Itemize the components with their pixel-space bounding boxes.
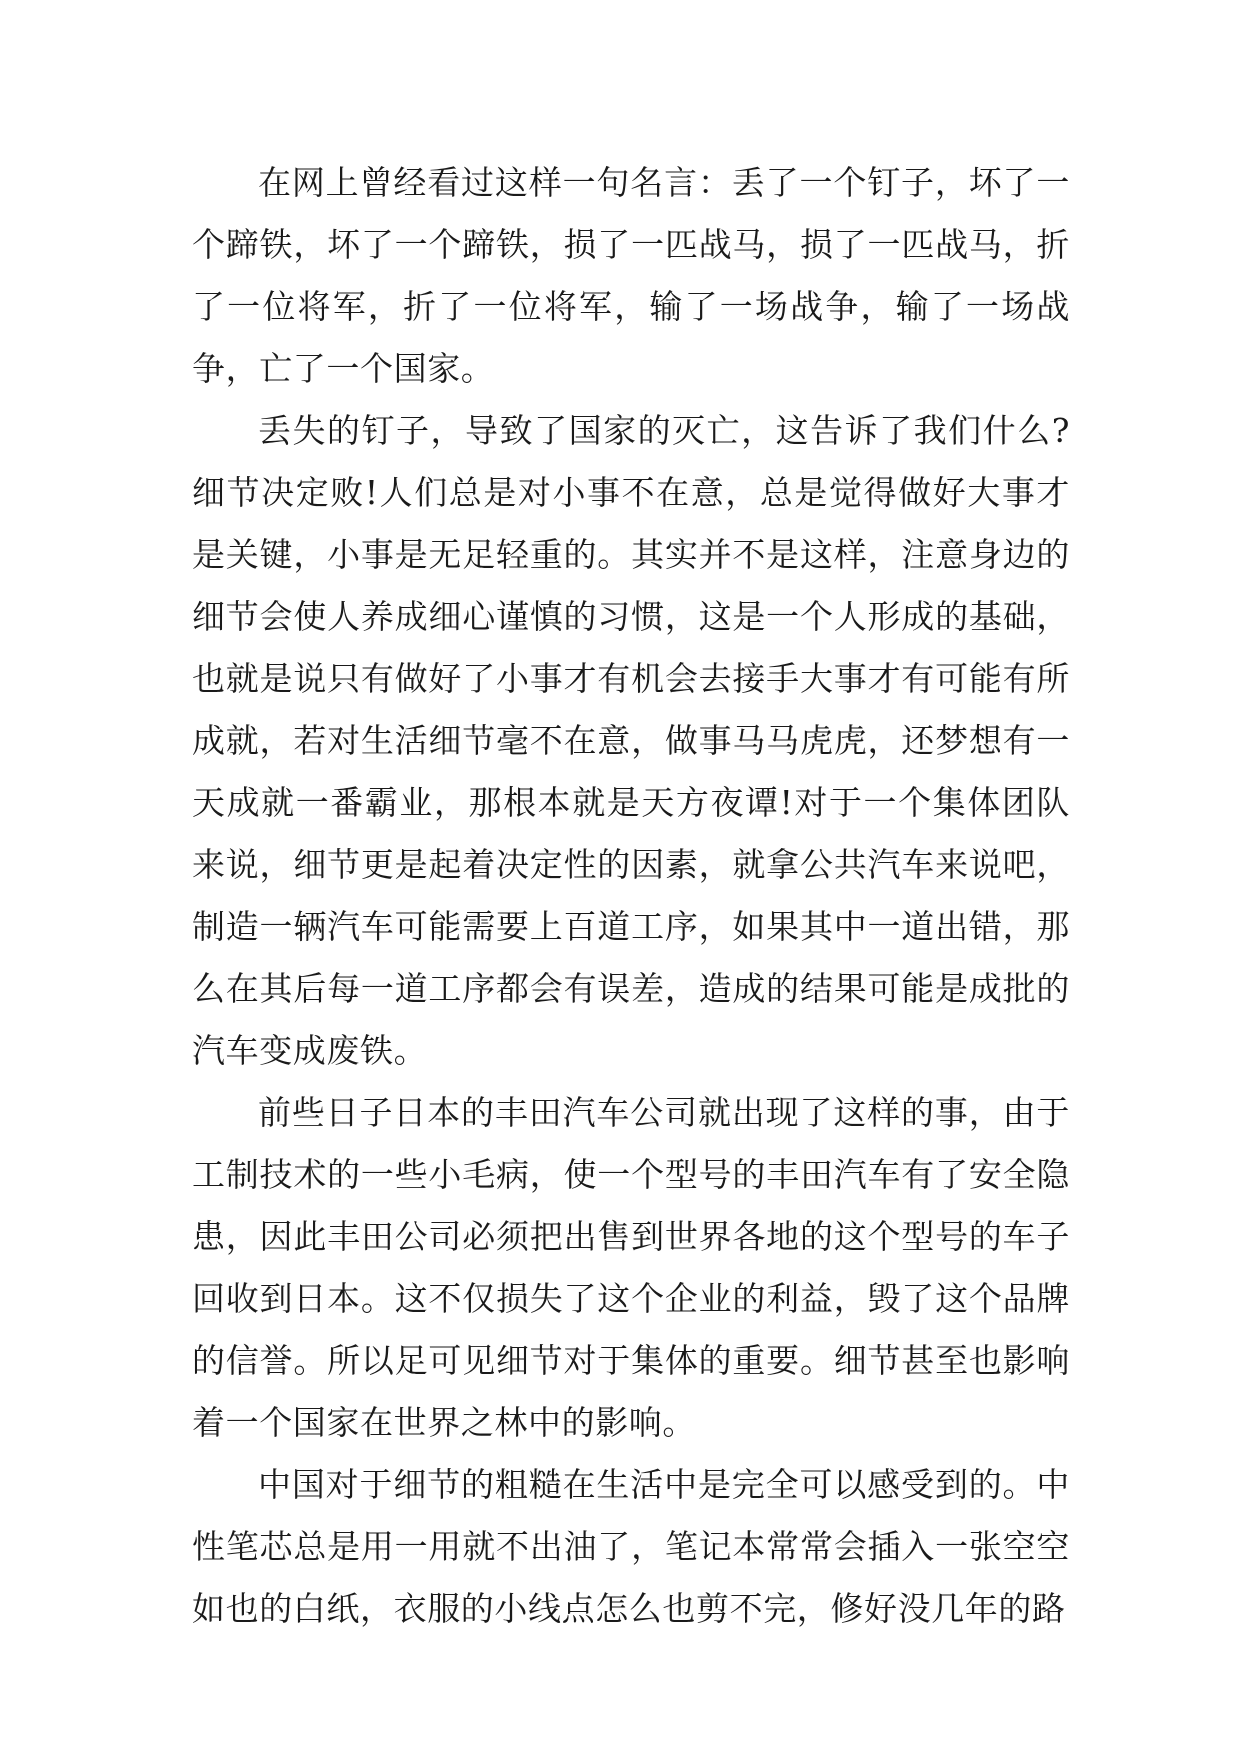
paragraph-3: 前些日子日本的丰田汽车公司就出现了这样的事，由于工制技术的一些小毛病，使一个型号的丰田汽车有了安全隐患，因此丰田公司必须把出售到世界各地的这个型号的车子回收到日本。这不仅损失了这个企业的利益，毁了这个品牌的信誉。所以足可见细节对于集体的重要。细节甚至也影响着一个国家在世界之林中的影响。: [192, 1093, 1070, 1442]
paragraph-4: 中国对于细节的粗糙在生活中是完全可以感受到的。中性笔芯总是用一用就不出油了，笔记本常常会插入一张空空如也的白纸，衣服的小线点怎么也剪不完，修好没几年的路: [192, 1465, 1070, 1628]
document-body: [192, 152, 1070, 1640]
paragraph-2: 丢失的钉子，导致了国家的灭亡，这告诉了我们什么?细节决定败!人们总是对小事不在意，总是觉得做好大事才是关键，小事是无足轻重的。其实并不是这样，注意身边的细节会使人养成细心谨慎的习惯，这是一个人形成的基础，也就是说只有做好了小事才有机会去接手大事才有可能有所成就，若对生活细节毫不在意，做事马马虎虎，还梦想有一天成就一番霸业，那根本就是天方夜谭!对于一个集体团队来说，细节更是起着决定性的因素，就拿公共汽车来说吧，制造一辆汽车可能需要上百道工序，如果其中一道出错，那么在其后每一道工序都会有误差，造成的结果可能是成批的汽车变成废铁。: [192, 411, 1070, 1070]
paragraph-1: 在网上曾经看过这样一句名言：丢了一个钉子，坏了一个蹄铁，坏了一个蹄铁，损了一匹战马，损了一匹战马，折了一位将军，折了一位将军，输了一场战争，输了一场战争，亡了一个国家。: [192, 163, 1070, 388]
